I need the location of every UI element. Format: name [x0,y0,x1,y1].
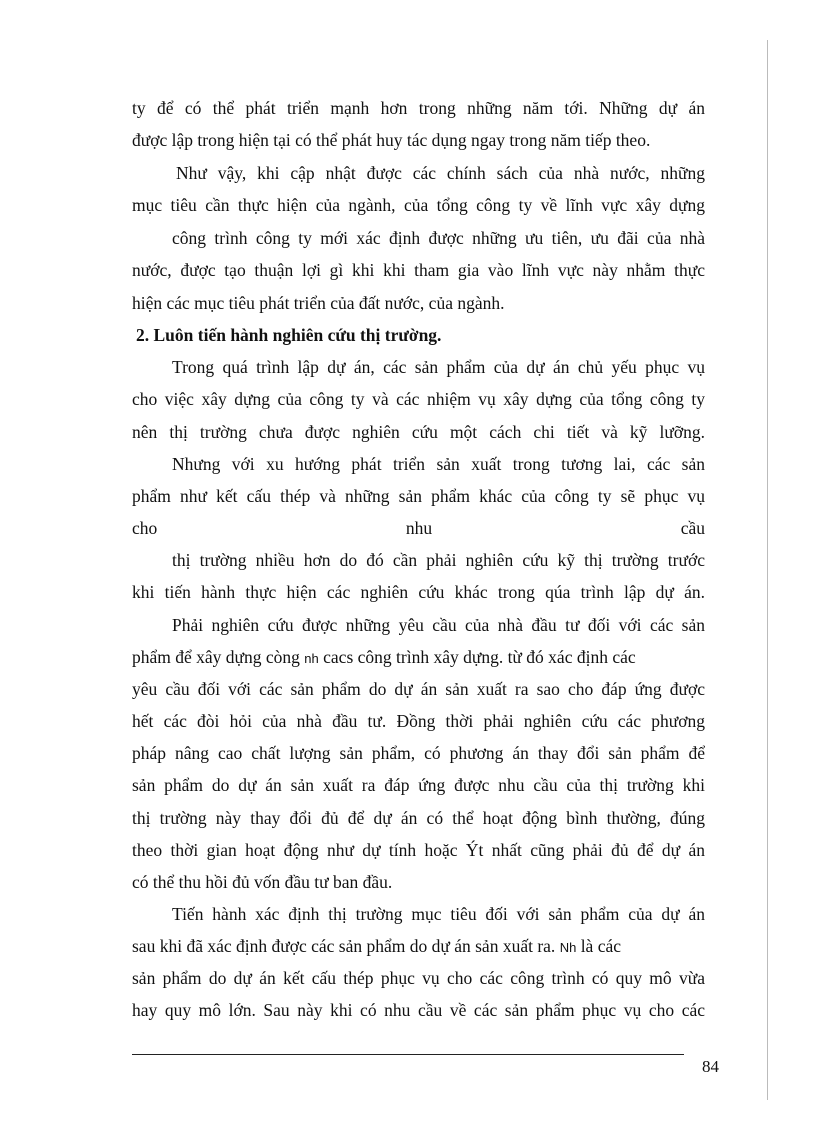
body-line: Trong quá trình lập dự án, các sản phẩm của dự án chủ yếu phục vụ [172,357,705,377]
text-segment: cacs công trình xây dựng. từ đó xác định các [318,647,636,667]
body-line: có thể thu hồi đủ vốn đầu tư ban đầu. [132,872,393,892]
page-edge-line [767,40,768,1100]
small-text-segment: nh [304,651,319,666]
body-line: Tiến hành xác định thị trường mục tiêu đối với sản phẩm của dự án [172,904,705,924]
body-line: hết các đòi hỏi của nhà đầu tư. Đồng thời phải nghiên cứu các phương [132,711,705,731]
split-word: nhu [405,518,433,538]
body-line: thị trường này thay đổi đủ để dự án có thể hoạt động bình thường, đúng [132,808,705,828]
body-line: Phải nghiên cứu được những yêu cầu của nhà đầu tư đối với các sản [172,615,705,635]
body-line: sản phẩm do dự án sản xuất ra đáp ứng được nhu cầu của thị trường khi [132,775,705,795]
section-heading: 2. Luôn tiến hành nghiên cứu thị trường. [136,325,442,345]
body-line: pháp nâng cao chất lượng sản phẩm, có phương án thay đổi sản phẩm để [132,743,705,763]
body-line: mục tiêu cần thực hiện của ngành, của tổng công ty về lĩnh vực xây dựng [132,195,705,215]
body-line: Nhưng với xu hướng phát triển sản xuất trong tương lai, các sản [172,454,705,474]
body-line-mixed [132,934,705,960]
split-line [132,516,705,540]
body-line: công trình công ty mới xác định được những ưu tiên, ưu đãi của nhà [172,228,705,248]
body-line-mixed [132,645,705,671]
body-line: nước, được tạo thuận lợi gì khi khi tham gia vào lĩnh vực này nhằm thực [132,260,705,280]
text-segment: sau khi đã xác định được các sản phẩm do dự án sản xuất ra. [132,936,560,956]
body-line: Như vậy, khi cập nhật được các chính sách của nhà nước, những [176,163,705,183]
body-line: được lập trong hiện tại có thể phát huy tác dụng ngay trong năm tiếp theo. [132,130,651,150]
body-line: cho việc xây dựng của công ty và các nhiệm vụ xây dựng của tổng công ty [132,389,705,409]
split-word: cầu [680,518,705,538]
body-line: khi tiến hành thực hiện các nghiên cứu khác trong qúa trình lập dự án. [132,582,705,602]
body-line: yêu cầu đối với các sản phẩm do dự án sản xuất ra sao cho đáp ứng được [132,679,705,699]
body-line: ty để có thể phát triển mạnh hơn trong những năm tới. Những dự án [132,98,705,118]
text-segment: phẩm để xây dựng còng [132,647,305,667]
page-number: 84 [702,1057,719,1076]
body-line: hiện các mục tiêu phát triển của đất nước, của ngành. [132,293,505,313]
small-text-segment: Nh [559,940,577,955]
body-line: hay quy mô lớn. Sau này khi có nhu cầu về các sản phẩm phục vụ cho các [132,1000,705,1020]
body-line: thị trường nhiều hơn do đó cần phải nghiên cứu kỹ thị trường trước [172,550,705,570]
text-segment: là các [576,936,621,956]
footer-rule [132,1054,684,1055]
body-line: sản phẩm do dự án kết cấu thép phục vụ cho các công trình có quy mô vừa [132,968,705,988]
body-line: phẩm như kết cấu thép và những sản phẩm khác của công ty sẽ phục vụ [132,486,705,506]
split-word: cho [132,518,158,538]
body-line: theo thời gian hoạt động như dự tính hoặc Ýt nhất cũng phải đủ để dự án [132,840,705,860]
body-line: nên thị trường chưa được nghiên cứu một cách chi tiết và kỹ lưỡng. [132,422,705,442]
